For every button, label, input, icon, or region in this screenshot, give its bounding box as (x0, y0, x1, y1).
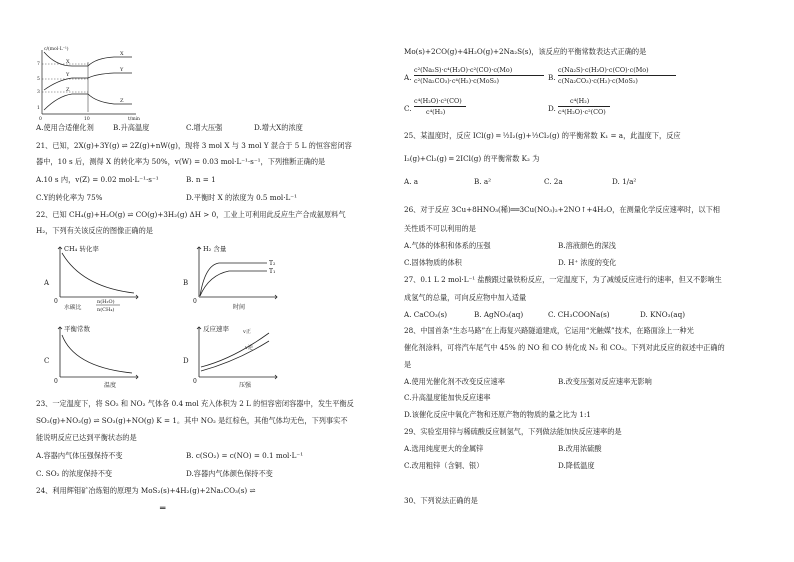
q28-option-b: B.改变压强对反应速率无影响 (558, 377, 652, 386)
q27-option-c: C. CH₃COONa(s) (548, 310, 610, 319)
q29-stem: 29、实验室用锌与稀硫酸反应制氢气，下列做法能加快反应速率的是 (404, 427, 622, 436)
q29-option-b: B.改用浓硫酸 (558, 444, 602, 453)
graph-b (183, 241, 279, 313)
graph-a-label: A (44, 279, 50, 287)
q20-option-d: D.增大X的浓度 (254, 123, 303, 132)
curve-label: Z (66, 87, 70, 93)
graph-d-title: 反应速率 (203, 325, 229, 333)
q24-continuation: Mo(s)+2CO(g)+4H₂O(g)+2Na₂S(s)，该反应的平衡常数表达式正确的是 (404, 47, 647, 56)
q28-option-c: C.升高温度能加快反应速率 (404, 393, 491, 402)
graph-b-title: H₂ 含量 (203, 245, 227, 253)
q24-option-a-label: A. (404, 73, 412, 82)
q24-option-c-numerator: c⁴(H₂O)·c²(CO) (414, 97, 462, 105)
y-tick: 3 (37, 90, 40, 95)
q20-option-c: C.增大压强 (186, 123, 223, 132)
graph-b-xlabel: 时间 (233, 304, 246, 311)
q28-option-a: A.使用光催化剂不改变反应速率 (404, 377, 505, 386)
graph-c-title: 平衡常数 (64, 325, 90, 333)
graph-d-v-reverse: v逆 (245, 345, 253, 351)
curve-label: Y (120, 67, 124, 73)
curve-label: X (120, 51, 124, 57)
q26-stem: 26、对于反应 3Cu+8HNO₃(稀)══3Cu(NO₃)₂+2NO↑+4H₂O，在测量化学反应速率时，以下相 (404, 205, 720, 214)
y-tick: 5 (37, 77, 40, 82)
graph-a-ratio-den: n(CH₄) (97, 307, 115, 313)
q26-option-d: D. H⁺ 浓度的变化 (558, 258, 617, 267)
q28-stem: 催化剂涂料，可将汽车尾气中 45% 的 NO 和 CO 转化成 N₂ 和 CO₂。下列对此反应的叙述中正确的 (404, 343, 725, 352)
q23-option-a: A.容器内气体压强保持不变 (36, 451, 123, 460)
q24-option-a-denominator: c²(Na₂CO₃)·c⁴(H₂)·c(MoS₂) (414, 77, 500, 85)
q26-option-b: B.溶液颜色的深浅 (558, 241, 616, 250)
graph-c (44, 319, 140, 391)
graph-a-title: CH₄ 转化率 (64, 245, 99, 253)
q25-option-d: D. 1/a² (612, 177, 637, 186)
q21-stem: 器中，10 s 后，测得 X 的转化率为 50%，v(W) = 0.03 mol·L⁻¹·s⁻¹，下列推断正确的是 (36, 157, 326, 166)
q30-stem: 30、下列说法正确的是 (404, 496, 478, 505)
q21-option-c: C.Y的转化率为 75% (36, 193, 103, 202)
q27-option-b: B. AgNO₃(aq) (474, 310, 524, 319)
fraction-bar (414, 75, 544, 76)
q22-stem: H₂，下列有关该反应的图像正确的是 (36, 226, 153, 235)
q25-stem: I₂(g)+Cl₂(g) ═ 2ICl(g) 的平衡常数 K₂ 为 (404, 154, 540, 163)
y-tick: 1 (37, 106, 40, 111)
figure-ylabel: c/(mol·L⁻¹) (44, 47, 69, 52)
graph-d-v-forward: v正 (243, 329, 251, 335)
fraction-bar (414, 106, 466, 107)
q23-stem: 能说明反应已达到平衡状态的是 (36, 433, 137, 442)
graph-b-label: B (183, 279, 189, 287)
q28-stem: 28、中国首条“生态马路”在上海复兴路隧道建成，它运用“光触媒”技术，在路面涂上一种光 (404, 326, 694, 335)
q23-stem: SO₂(g)+NO₂(g) ⇌ SO₃(g)+NO(g) K = 1。其中 NO₂ 是红棕色，其他气体均无色，下列事实不 (36, 416, 348, 425)
graph-d (183, 319, 279, 391)
q27-stem: 成氢气的总量，可向反应物中加入适量 (404, 293, 527, 302)
fraction-bar (558, 75, 676, 76)
q24-option-a-numerator: c²(Na₂S)·c⁴(H₂O)·c²(CO)·c(Mo) (414, 66, 513, 74)
q25-option-c: C. 2a (544, 177, 563, 186)
q27-stem: 27、0.1 L 2 mol·L⁻¹ 盐酸跟过量铁粉反应，一定温度下，为了减缓反应进行的速率，但又不影响生 (404, 275, 722, 284)
q24-option-c-label: C. (404, 104, 412, 113)
graph-c-label: C (44, 357, 50, 365)
graph-c-xlabel: 温度 (104, 382, 117, 389)
q24-option-d-numerator: c⁴(H₂) (570, 97, 590, 105)
q22-stem: 22、已知 CH₄(g)+H₂O(g) ⇌ CO(g)+3H₂(g) ΔH > 0，工业上可利用此反应生产合成氨原料气 (36, 210, 346, 219)
q20-option-a: A.使用合适催化剂 (36, 123, 94, 132)
q29-option-c: C.改用粗锌（含铜、银） (404, 461, 484, 470)
q25-stem: 25、某温度时，反应 ICl(g) ═ ½I₂(g)+½Cl₂(g) 的平衡常数 K₁ = a，此温度下，反应 (404, 131, 681, 140)
y-tick: 7 (37, 62, 40, 67)
curve-label: Z (120, 98, 124, 104)
q23-option-b: B. c(SO₂) = c(NO) = 0.1 mol·L⁻¹ (186, 451, 304, 460)
figure-xlabel: t/min (128, 117, 140, 122)
q24-option-d-denominator: c⁴(H₂O)·c²(CO) (558, 108, 606, 116)
graph-d-origin: 0 (193, 378, 197, 385)
q25-option-a: A. a (404, 177, 419, 186)
concentration-time-figure (32, 44, 142, 122)
graph-b-t1: T₁ (269, 268, 276, 275)
q24-option-b-label: B. (548, 73, 556, 82)
graph-a (44, 241, 140, 313)
q24-option-b-denominator: c(Na₂CO₃)·c(H₂)·c(MoS₂) (558, 77, 638, 85)
q26-stem: 关性质不可以利用的是 (404, 224, 476, 233)
graph-c-origin: 0 (54, 378, 58, 385)
q26-option-a: A.气体的体积和体系的压强 (404, 241, 491, 250)
q26-option-c: C.固体物质的体积 (404, 258, 462, 267)
q29-option-a: A.选用纯度更大的金属锌 (404, 444, 484, 453)
q21-option-a: A.10 s 内，v(Z) = 0.02 mol·L⁻¹·s⁻¹ (36, 175, 159, 184)
q20-option-b: B.升高温度 (113, 123, 150, 132)
q24-option-d-label: D. (548, 104, 556, 113)
q23-option-d: D.容器内气体颜色保持不变 (186, 469, 273, 478)
q24-option-c-denominator: c⁴(H₂) (426, 108, 446, 116)
graph-d-xlabel: 压强 (239, 382, 252, 389)
graph-a-ratio-num: n(H₂O) (97, 299, 115, 305)
q24-option-b-numerator: c(Na₂S)·c(H₂O)·c(CO)·c(Mo) (558, 66, 649, 74)
q21-option-b: B. n = 1 (186, 175, 216, 184)
curve-label: Y (66, 72, 70, 78)
q23-option-c: C. SO₂ 的浓度保持不变 (36, 469, 113, 478)
fraction-bar (558, 106, 610, 107)
graph-b-t2: T₂ (269, 260, 276, 267)
q27-option-a: A. CaCO₃(s) (404, 310, 448, 319)
curve-label: X (66, 59, 70, 65)
q25-option-b: B. a² (474, 177, 492, 186)
q28-option-d: D.该催化反应中氧化产物和还原产物的物质的量之比为 1:1 (404, 410, 591, 419)
q27-option-d: D. KNO₃(aq) (640, 310, 686, 319)
q21-stem: 21、已知，2X(g)+3Y(g) ⇌ 2Z(g)+nW(g)，现将 3 mol X 与 3 mol Y 混合于 5 L 的恒容密闭容 (36, 141, 352, 150)
graph-b-origin: 0 (193, 298, 197, 305)
q21-option-d: D.平衡时 X 的浓度为 0.5 mol·L⁻¹ (186, 193, 297, 202)
graph-a-origin: 0 (54, 298, 58, 305)
x-tick: 0 (39, 117, 42, 122)
q29-option-d: D.降低温度 (558, 461, 595, 470)
q23-stem: 23、一定温度下，将 SO₂ 和 NO₂ 气体各 0.4 mol 充入体积为 2 L 的恒容密闭容器中，发生平衡反 (36, 399, 354, 408)
x-tick: 10 (84, 117, 90, 122)
q24-stem: 24、利用辉钼矿冶炼钼的原理为 MoS₂(s)+4H₂(g)+2Na₂CO₃(s) ⇌ (36, 486, 256, 495)
graph-a-xlabel: 水碳比 (64, 305, 82, 311)
graph-d-label: D (183, 357, 189, 365)
q24-equilibrium-sign: ═ (160, 504, 166, 514)
q28-stem: 是 (404, 360, 412, 369)
